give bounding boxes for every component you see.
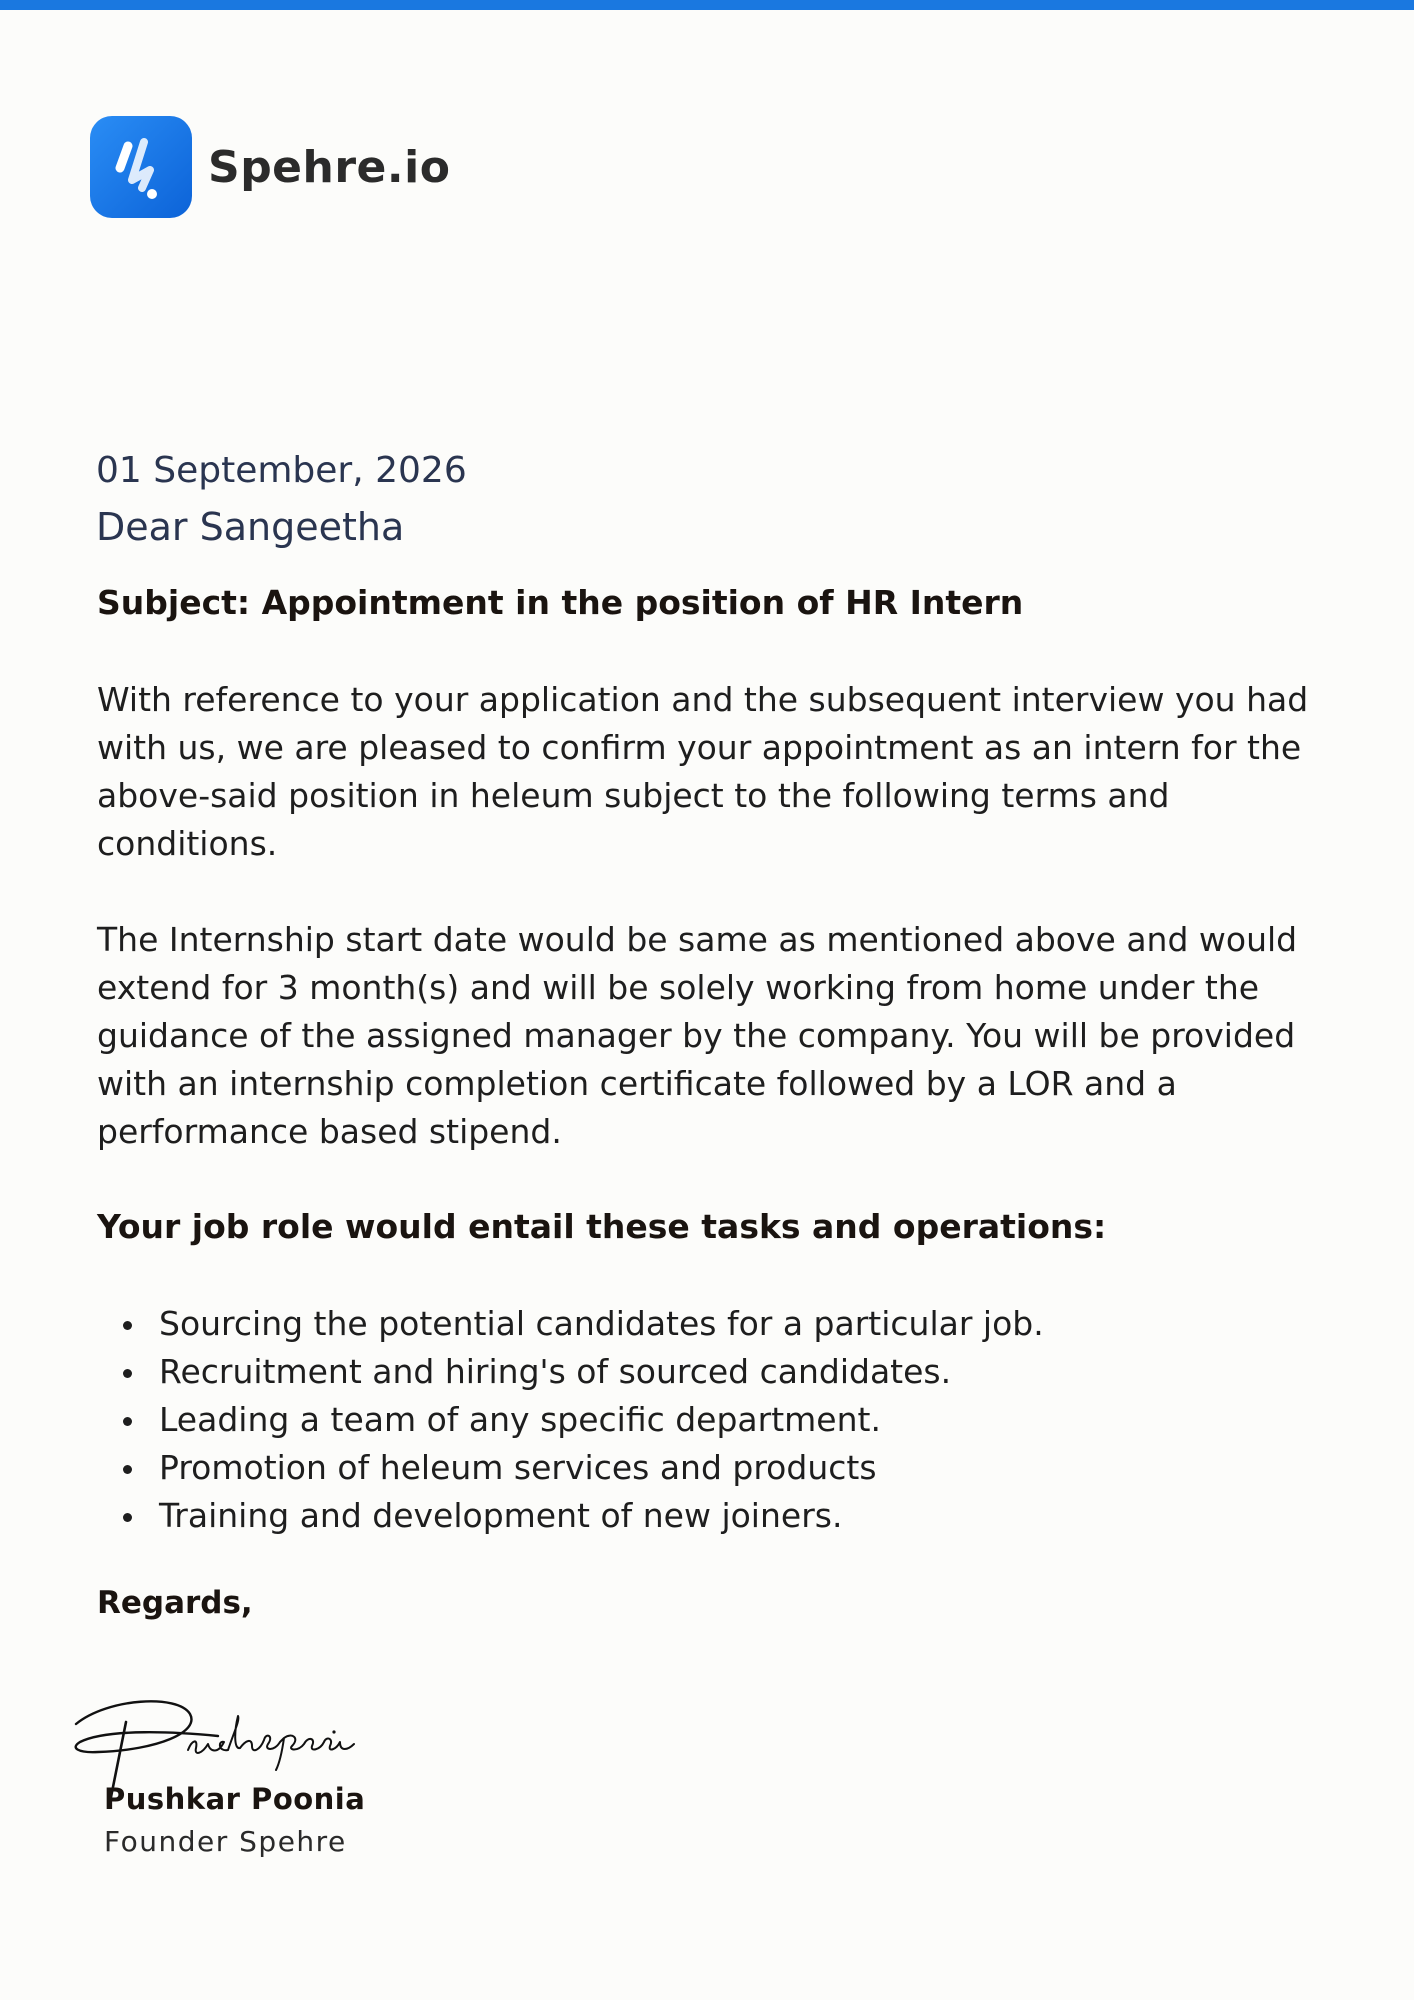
salutation: Dear Sangeetha [96,505,405,549]
lightning-bolt-icon [90,116,192,218]
list-item [97,1300,1044,1348]
company-name: Spehre.io [208,141,451,193]
company-logo [90,116,450,218]
body-paragraph: The Internship start date would be same as mentioned above and would extend for 3 month(s) and will be solely working from home under the guidance of the assigned manager by the company. You will be provided with an internship completion certificate followed by a LOR and a performance based stipend. [97,920,1298,1151]
task-text: Promotion of heleum services and products [159,1448,877,1487]
body-paragraph: With reference to your application and the subsequent interview you had with us, we are pleased to confirm your appointment as an intern for the above-said position in heleum subject to the following terms and conditions. [97,680,1309,863]
bullet-icon [123,1513,132,1522]
bullet-icon [123,1417,132,1426]
list-item [97,1492,1044,1540]
task-list [97,1300,1044,1540]
top-accent-bar [0,0,1414,10]
letter-date: 01 September, 2026 [96,450,467,491]
tasks-heading: Your job role would entail these tasks and operations: [97,1207,1107,1246]
task-text: Training and development of new joiners. [159,1496,843,1535]
task-text: Leading a team of any specific department. [159,1400,881,1439]
signer-name: Pushkar Poonia [104,1782,366,1816]
bullet-icon [123,1321,132,1330]
list-item [97,1444,1044,1492]
task-text: Sourcing the potential candidates for a particular job. [159,1304,1044,1343]
bullet-icon [123,1465,132,1474]
list-item [97,1396,1044,1444]
task-text: Recruitment and hiring's of sourced candidates. [159,1352,952,1391]
closing: Regards, [97,1585,253,1621]
bullet-icon [123,1369,132,1378]
signer-title: Founder Spehre [104,1825,347,1858]
list-item [97,1348,1044,1396]
subject-line: Subject: Appointment in the position of HR Intern [97,583,1024,622]
